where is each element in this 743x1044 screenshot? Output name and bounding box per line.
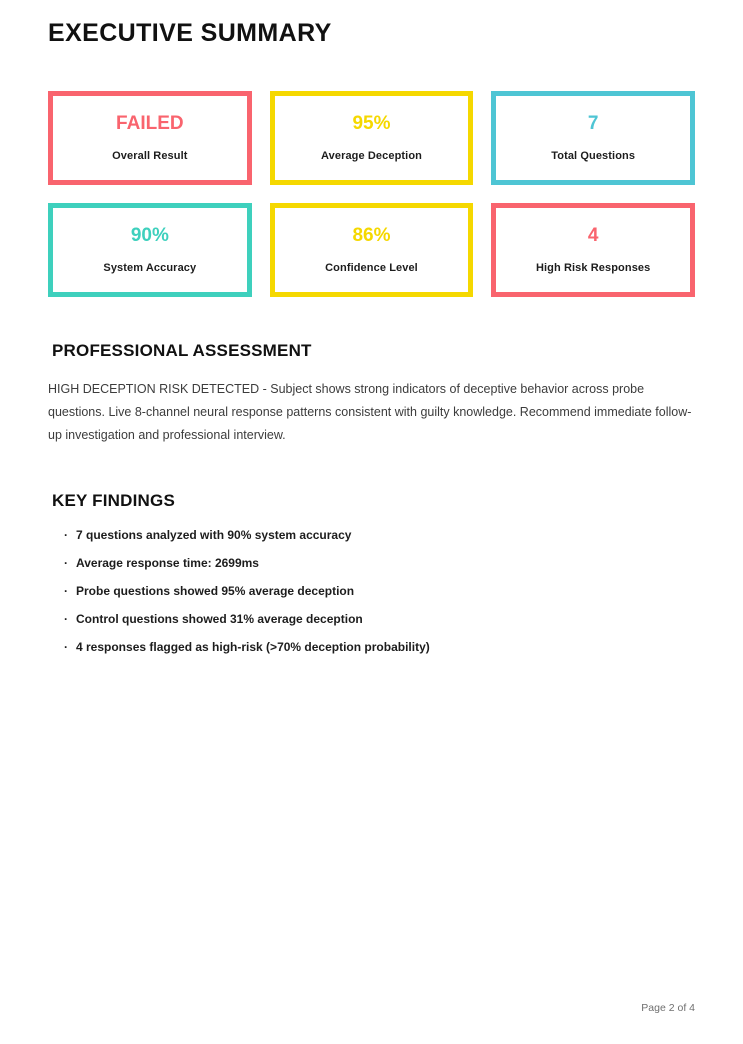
bullet-icon: ·	[64, 584, 68, 599]
metric-label: Confidence Level	[325, 262, 418, 275]
list-item-label: 4 responses flagged as high-risk (>70% deception probability)	[76, 640, 430, 655]
metric-card	[491, 203, 695, 297]
metric-card	[48, 91, 252, 185]
findings-list	[48, 528, 695, 654]
page-title: EXECUTIVE SUMMARY	[48, 19, 332, 47]
metric-value: 7	[587, 112, 599, 134]
metric-label: Average Deception	[321, 150, 422, 163]
list-item	[64, 556, 695, 570]
key-findings-section	[48, 491, 695, 654]
list-item-label: Control questions showed 31% average deception	[76, 612, 363, 627]
metric-value: 95%	[352, 112, 391, 134]
metric-card	[270, 91, 474, 185]
metric-card	[48, 203, 252, 297]
metric-card	[491, 91, 695, 185]
list-item-label: Average response time: 2699ms	[76, 556, 259, 571]
metric-label: Overall Result	[112, 150, 188, 163]
metric-value: 90%	[130, 224, 169, 246]
bullet-icon: ·	[64, 528, 68, 543]
professional-assessment-section	[48, 341, 695, 447]
metric-value: 86%	[352, 224, 391, 246]
metric-value: FAILED	[116, 112, 184, 134]
metric-card	[270, 203, 474, 297]
list-item-label: 7 questions analyzed with 90% system accuracy	[76, 528, 352, 543]
metric-label: System Accuracy	[103, 262, 197, 275]
list-item	[64, 584, 695, 598]
list-item	[64, 612, 695, 626]
list-item	[64, 640, 695, 654]
list-item	[64, 528, 695, 542]
page-footer: Page 2 of 4	[641, 1002, 695, 1014]
metric-label: High Risk Responses	[535, 262, 651, 275]
assessment-body: HIGH DECEPTION RISK DETECTED - Subject shows strong indicators of deceptive behavior across probe questions. Live 8-channel neural response patterns consistent with guilty knowledge. Recommend immediate follow-up investigation and professional interview.	[48, 382, 692, 443]
section-heading-findings: KEY FINDINGS	[52, 491, 175, 511]
bullet-icon: ·	[64, 612, 68, 627]
bullet-icon: ·	[64, 556, 68, 571]
metric-card-grid	[48, 91, 695, 297]
list-item-label: Probe questions showed 95% average deception	[76, 584, 355, 599]
metric-value: 4	[587, 224, 599, 246]
section-heading-assessment: PROFESSIONAL ASSESSMENT	[52, 341, 312, 360]
metric-label: Total Questions	[551, 150, 636, 163]
bullet-icon: ·	[64, 640, 68, 655]
